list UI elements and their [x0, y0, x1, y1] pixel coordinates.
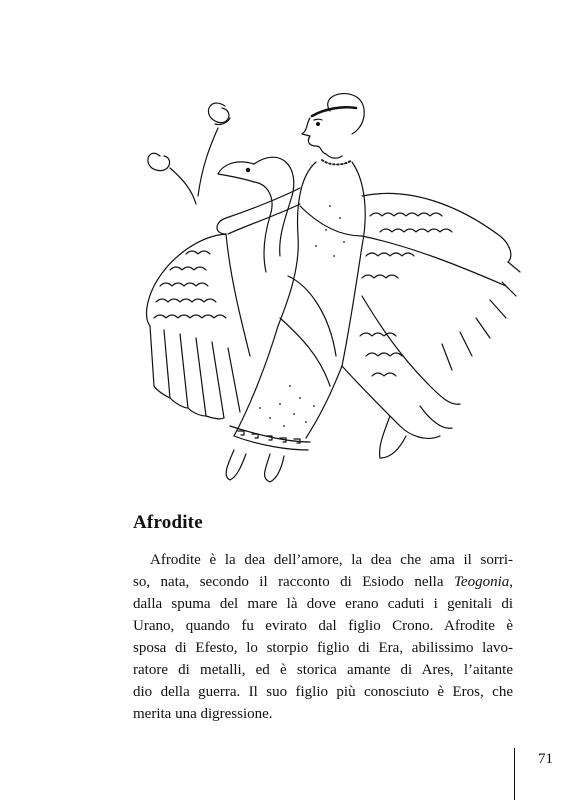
teogonia-italic: Teogonia: [453, 574, 510, 590]
body-paragraph: [133, 549, 513, 725]
line-drawing: [130, 86, 530, 486]
paragraph-line-5: sposa di Efesto, lo storpio figlio di Era, abilissimo lavo-: [133, 640, 513, 656]
paragraph-line-2: [133, 571, 513, 593]
paragraph-line-7: dio della guerra. Il suo figlio più conosciuto è Eros, che: [133, 684, 513, 700]
paragraph-line-4: Urano, quando fu evirato dal figlio Crono. Afrodite è: [133, 618, 513, 634]
aphrodite-swan-illustration: [130, 86, 530, 486]
footer-vertical-rule: [514, 748, 515, 800]
paragraph-line-6: ratore di metalli, ed è storica amante di Ares, l’aitante: [133, 662, 513, 678]
line-2-text-before: so, nata, secondo il racconto di Esiodo nella: [133, 574, 454, 590]
paragraph-line-8: merita una digressione.: [133, 706, 273, 722]
page-number: 71: [538, 751, 553, 767]
line-2-text-after: ,: [509, 574, 513, 590]
paragraph-line-1: Afrodite è la dea dell’amore, la dea che ama il sorri-: [150, 552, 513, 568]
paragraph-line-3: dalla spuma del mare là dove erano caduti i genitali di: [133, 596, 513, 612]
section-title: Afrodite: [133, 512, 203, 533]
